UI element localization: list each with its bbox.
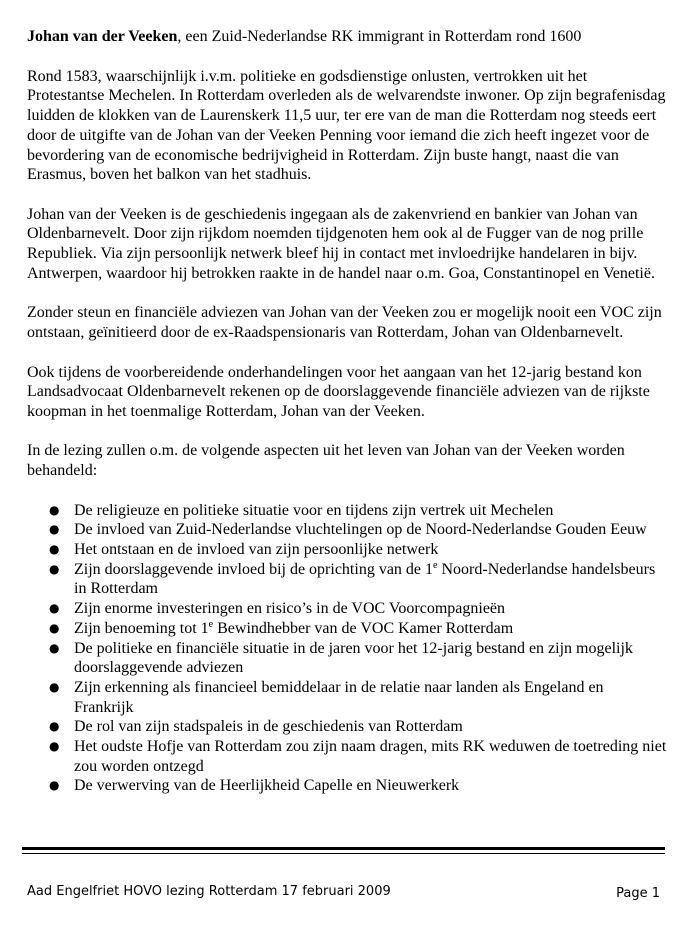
topic-text: De politieke en financiële situatie in de jaren voor het 12-jarig bestand en zijn mogelijk doorslaggevende adviezen [74,639,633,677]
topic-list-item [27,560,667,599]
topic-list-item [27,619,667,639]
ordinal-superscript: e [433,559,438,571]
bullet-dot-icon: ● [49,620,60,635]
topic-text: De rol van zijn stadspaleis in de geschiedenis van Rotterdam [74,718,463,736]
topic-list-item [27,540,667,560]
paragraph-2: Johan van der Veeken is de geschiedenis ingegaan als de zakenvriend en bankier van Johan van Oldenbarnevelt. Door zijn rijkdom noemden tijdgenoten hem ook al de Fugger van de nog prille Republiek. Via zijn persoonlijk netwerk bleef hij in contact met invloedrijke handelaren in bijv. Antwerpen, waardoor hij betrokken raakte in de handel naar o.m. Goa, Constantinopel en Venetië. [27,205,655,282]
topic-list-item [27,639,667,678]
paragraph-5: In de lezing zullen o.m. de volgende aspecten uit het leven van Johan van der Veeken worden behandeld: [27,442,625,480]
topic-text-continued: Noord-Nederlandse handelsbeurs in Rotterdam [74,560,656,598]
topic-text-continued: Bewindhebber van de VOC Kamer Rotterdam [213,619,514,637]
footer-author-event: Aad Engelfriet HOVO lezing Rotterdam 17 februari 2009 [27,884,391,899]
topic-text: Zijn enorme investeringen en risico’s in de VOC Voorcompagnieën [74,600,506,618]
bullet-dot-icon: ● [49,719,60,734]
document-heading [27,27,667,47]
heading-subtitle: , een Zuid-Nederlandse RK immigrant in Rotterdam rond 1600 [177,28,582,45]
document-body [27,27,667,796]
topic-list-item [27,776,667,796]
topic-text: Zijn doorslaggevende invloed bij de oprichting van de 1 [74,560,434,578]
topic-text: De verwerving van de Heerlijkheid Capelle en Nieuwerkerk [74,777,460,795]
topic-text: De religieuze en politieke situatie voor en tijdens zijn vertrek uit Mechelen [74,501,554,519]
bullet-dot-icon: ● [49,739,60,754]
bullet-dot-icon: ● [49,640,60,655]
topic-list-item [27,599,667,619]
bullet-dot-icon: ● [49,502,60,517]
topic-list-item [27,501,667,521]
footer-divider-thick [22,847,665,850]
topic-text: De invloed van Zuid-Nederlandse vluchtelingen op de Noord-Nederlandse Gouden Eeuw [74,521,647,539]
paragraph-4: Ook tijdens de voorbereidende onderhandelingen voor het aangaan van het 12-jarig bestand kon Landsadvocaat Oldenbarnevelt rekenen op de doorslaggevende financiële adviezen van de rijkste koopman in het toenmalige Rotterdam, Johan van der Veeken. [27,363,650,420]
topic-list-item [27,717,667,737]
topic-text: Zijn benoeming tot 1 [74,619,209,637]
topic-text: Het oudste Hofje van Rotterdam zou zijn naam dragen, mits RK weduwen de toetreding niet zou worden ontzegd [74,738,667,775]
bullet-dot-icon: ● [49,778,60,793]
bullet-dot-icon: ● [49,542,60,557]
topics-list [27,501,667,797]
topic-list-item [27,520,667,540]
topic-list-item [27,678,667,717]
footer-divider-thin [22,853,665,854]
ordinal-superscript: e [208,618,214,630]
bullet-dot-icon: ● [49,561,60,576]
paragraph-1: Rond 1583, waarschijnlijk i.v.m. politieke en godsdienstige onlusten, vertrokken uit het Protestantse Mechelen. In Rotterdam overleden als de welvarendste inwoner. Op zijn begrafenisdag luidden de klokken van de Laurenskerk 11,5 uur, ter ere van de man die Rotterdam nog steeds eert door de uitgifte van de Johan van der Veeken Penning voor iemand die zich heeft ingezet voor de bevordering van de economische bedrijvigheid in Rotterdam. Zijn buste hangt, naast die van Erasmus, boven het balkon van het stadhuis. [27,67,666,184]
paragraph-3: Zonder steun en financiële adviezen van Johan van der Veeken zou er mogelijk nooit een VOC zijn ontstaan, geïnitieerd door de ex-Raadspensionaris van Rotterdam, Johan van Oldenbarnevelt. [27,304,662,342]
topic-text: Het ontstaan en de invloed van zijn persoonlijke netwerk [74,541,439,559]
bullet-dot-icon: ● [49,679,60,694]
topic-text: Zijn erkenning als financieel bemiddelaar in de relatie naar landen als Engeland en Frankrijk [74,678,604,716]
bullet-dot-icon: ● [49,522,60,537]
topic-list-item [27,737,667,776]
bullet-dot-icon: ● [49,601,60,616]
page-number: Page 1 [616,886,660,901]
heading-name: Johan van der Veeken [27,28,178,45]
